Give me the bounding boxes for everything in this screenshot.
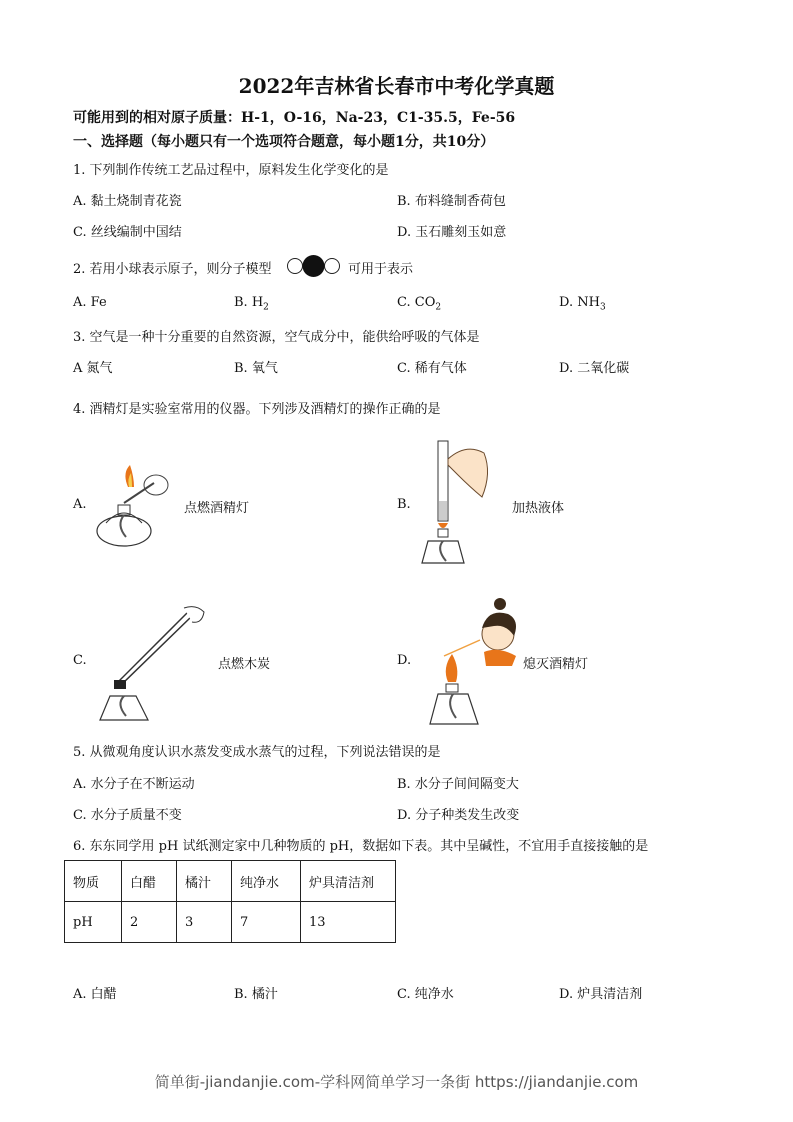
- atomic-mass-line: 可能用到的相对原子质量：H-1，O-16，Na-23，C1-35.5，Fe-56: [73, 110, 516, 126]
- q4-option-a-letter[interactable]: A.: [73, 497, 87, 512]
- q6-option-c[interactable]: C. 纯净水: [397, 987, 454, 1002]
- lamp-lighting-figure: [94, 463, 174, 553]
- q2-option-d[interactable]: D. $NH_3$: [559, 295, 606, 313]
- q4-option-d-label: 熄灭酒精灯: [523, 657, 589, 672]
- q1-option-a[interactable]: A. 黏土烧制青花瓷: [73, 194, 182, 209]
- q6-option-a[interactable]: A. 白醋: [73, 987, 117, 1002]
- q6-option-d[interactable]: D. 炉具清洁剂: [559, 987, 643, 1002]
- q6-stem: 6. 东东同学用 pH 试纸测定家中几种物质的 pH，数据如下表。其中呈碱性，不宜用手直接接触的是: [73, 839, 649, 854]
- table-cell: 白醋: [122, 861, 177, 902]
- section-heading: 一、选择题（每小题只有一个选项符合题意，每小题1分，共10分）: [73, 134, 495, 150]
- q5-option-c[interactable]: C. 水分子质量不变: [73, 808, 182, 823]
- q4-option-b-letter[interactable]: B.: [397, 497, 411, 512]
- table-cell: 物质: [65, 861, 122, 902]
- lighting-charcoal-figure: [96, 600, 212, 726]
- q1-option-c[interactable]: C. 丝线编制中国结: [73, 225, 182, 240]
- q2-stem-after: 可用于表示: [348, 262, 414, 277]
- q4-option-c-label: 点燃木炭: [218, 657, 271, 672]
- table-cell: 橘汁: [177, 861, 232, 902]
- q3-option-a[interactable]: A 氮气: [73, 361, 113, 376]
- table-row: [65, 902, 396, 943]
- q6-option-b[interactable]: B. 橘汁: [234, 987, 278, 1002]
- table-cell: 炉具清洁剂: [301, 861, 396, 902]
- table-cell: 7: [232, 902, 301, 943]
- footer-watermark: 简单街-jiandanjie.com-学科网简单学习一条街 https://jiandanjie.com: [154, 1073, 639, 1091]
- q2-option-c[interactable]: C. $CO_2$: [397, 295, 442, 313]
- q4-option-c-letter[interactable]: C.: [73, 653, 87, 668]
- q2-stem-before: 2. 若用小球表示原子，则分子模型: [73, 262, 272, 277]
- q2-option-a[interactable]: A. Fe: [73, 295, 107, 310]
- page-title: 2022年吉林省长春市中考化学真题: [238, 74, 555, 98]
- q4-option-b-label: 加热液体: [512, 501, 565, 516]
- molecule-model-figure: [286, 255, 342, 277]
- q2-option-b[interactable]: B. $H_2$: [234, 295, 269, 313]
- q5-option-b[interactable]: B. 水分子间间隔变大: [397, 777, 519, 792]
- q4-option-d-letter[interactable]: D.: [397, 653, 412, 668]
- q4-stem: 4. 酒精灯是实验室常用的仪器。下列涉及酒精灯的操作正确的是: [73, 402, 441, 417]
- table-cell: 2: [122, 902, 177, 943]
- table-header-row: [65, 861, 396, 902]
- table-cell: 3: [177, 902, 232, 943]
- q3-option-d[interactable]: D. 二氧化碳: [559, 361, 630, 376]
- q1-stem: 1. 下列制作传统工艺品过程中，原料发生化学变化的是: [73, 163, 389, 178]
- table-cell: 13: [301, 902, 396, 943]
- table-cell: pH: [65, 902, 122, 943]
- q3-option-c[interactable]: C. 稀有气体: [397, 361, 467, 376]
- ph-table: [64, 860, 396, 943]
- q1-option-d[interactable]: D. 玉石雕刻玉如意: [397, 225, 507, 240]
- extinguish-lamp-figure: [426, 590, 526, 728]
- q5-option-d[interactable]: D. 分子种类发生改变: [397, 808, 520, 823]
- q5-option-a[interactable]: A. 水分子在不断运动: [73, 777, 195, 792]
- table-cell: 纯净水: [232, 861, 301, 902]
- heating-liquid-figure: [418, 437, 496, 575]
- q5-stem: 5. 从微观角度认识水蒸发变成水蒸气的过程，下列说法错误的是: [73, 745, 441, 760]
- q1-option-b[interactable]: B. 布料缝制香荷包: [397, 194, 506, 209]
- q3-stem: 3. 空气是一种十分重要的自然资源，空气成分中，能供给呼吸的气体是: [73, 330, 480, 345]
- q3-option-b[interactable]: B. 氧气: [234, 361, 278, 376]
- q4-option-a-label: 点燃酒精灯: [184, 501, 250, 516]
